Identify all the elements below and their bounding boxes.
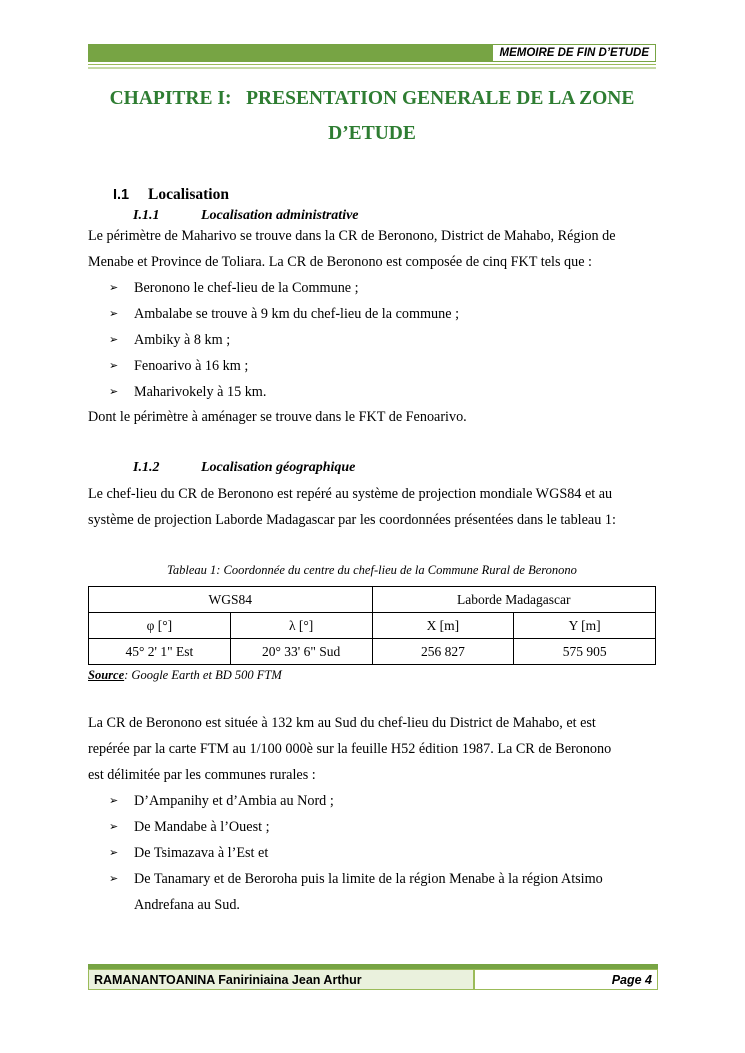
header-rule — [88, 64, 656, 65]
section-number: I.1 — [113, 187, 130, 203]
fkt-list — [106, 275, 459, 405]
subsection-heading-administrative — [133, 208, 359, 224]
table-group-header-row — [89, 587, 656, 613]
footer-author: RAMANANTOANINA Faniriniaina Jean Arthur — [88, 969, 474, 990]
arrow-bullet-icon: ➢ — [109, 360, 119, 372]
paragraph-line: Menabe et Province de Toliara. La CR de Beronono est composée de cinq FKT tels que : — [88, 254, 592, 270]
subsection-title: Localisation géographique — [201, 460, 356, 475]
paragraph-line: repérée par la carte FTM au 1/100 000è sur la feuille H52 édition 1987. La CR de Beronono — [88, 741, 612, 757]
list-item: ➢ Ambiky à 8 km ; — [106, 327, 459, 353]
arrow-bullet-icon: ➢ — [109, 282, 119, 294]
list-item: ➢ De Mandabe à l’Ouest ; — [106, 814, 603, 840]
coordinates-table — [88, 586, 656, 665]
source-label: Source — [88, 668, 125, 682]
paragraph-limits — [88, 710, 658, 788]
paragraph-line: La CR de Beronono est située à 132 km au Sud du chef-lieu du District de Mahabo, et est — [88, 715, 596, 731]
arrow-bullet-icon: ➢ — [109, 847, 119, 859]
table-cell: 45° 2' 1" Est — [89, 639, 231, 665]
table-source — [88, 668, 282, 683]
paragraph-line: Le périmètre de Maharivo se trouve dans la CR de Beronono, District de Mahabo, Région de — [88, 228, 616, 244]
section-heading-localisation — [113, 186, 229, 204]
paragraph-geo — [88, 481, 658, 533]
paragraph-line: Le chef-lieu du CR de Beronono est repéré au système de projection mondiale WGS84 et au — [88, 486, 613, 502]
table-cell: 575 905 — [514, 639, 656, 665]
table-caption: Tableau 1: Coordonnée du centre du chef-lieu de la Commune Rural de Beronono — [167, 563, 577, 577]
list-item: ➢ Ambalabe se trouve à 9 km du chef-lieu de la commune ; — [106, 301, 459, 327]
arrow-bullet-icon: ➢ — [109, 821, 119, 833]
table-group-header: Laborde Madagascar — [372, 587, 656, 613]
table-header-row — [89, 613, 656, 639]
header-label: MEMOIRE DE FIN D’ETUDE — [492, 44, 656, 62]
list-item: ➢ Fenoarivo à 16 km ; — [106, 353, 459, 379]
chapter-title-line2: D’ETUDE — [328, 123, 416, 144]
subsection-title: Localisation administrative — [201, 208, 359, 223]
chapter-title-line1: CHAPITRE I: PRESENTATION GENERALE DE LA ZONE — [109, 88, 635, 109]
list-item: ➢ De Tanamary et de Beroroha puis la limite de la région Menabe à la région Atsimo Andrefana au Sud. — [106, 866, 603, 918]
section-title: Localisation — [148, 186, 229, 203]
header-rule-light — [88, 67, 656, 69]
subsection-heading-geographique — [133, 460, 355, 476]
arrow-bullet-icon: ➢ — [109, 334, 119, 346]
arrow-bullet-icon: ➢ — [109, 795, 119, 807]
arrow-bullet-icon: ➢ — [109, 308, 119, 320]
subsection-number: I.1.1 — [133, 208, 160, 223]
source-text: : Google Earth et BD 500 FTM — [124, 668, 282, 682]
list-item: ➢ D’Ampanihy et d’Ambia au Nord ; — [106, 788, 603, 814]
table-group-header: WGS84 — [89, 587, 373, 613]
table-header-cell: φ [°] — [89, 613, 231, 639]
paragraph-admin — [88, 223, 658, 275]
arrow-bullet-icon: ➢ — [109, 386, 119, 398]
table-row — [89, 639, 656, 665]
table-header-cell: Y [m] — [514, 613, 656, 639]
list-item: ➢ Beronono le chef-lieu de la Commune ; — [106, 275, 459, 301]
list-item: ➢ De Tsimazava à l’Est et — [106, 840, 603, 866]
paragraph-line: est délimitée par les communes rurales : — [88, 767, 316, 783]
limits-list — [106, 788, 603, 918]
footer-page-number: Page 4 — [474, 969, 658, 990]
arrow-bullet-icon: ➢ — [109, 873, 119, 885]
subsection-number: I.1.2 — [133, 460, 160, 475]
list-item: ➢ Maharivokely à 15 km. — [106, 379, 459, 405]
page-header — [88, 44, 656, 62]
paragraph-line: système de projection Laborde Madagascar par les coordonnées présentées dans le tableau 1: — [88, 512, 616, 528]
table-header-cell: λ [°] — [230, 613, 372, 639]
paragraph-fkt-end: Dont le périmètre à aménager se trouve dans le FKT de Fenoarivo. — [88, 409, 467, 425]
table-cell: 256 827 — [372, 639, 514, 665]
table-cell: 20° 33' 6" Sud — [230, 639, 372, 665]
page-footer — [88, 964, 658, 991]
table-header-cell: X [m] — [372, 613, 514, 639]
